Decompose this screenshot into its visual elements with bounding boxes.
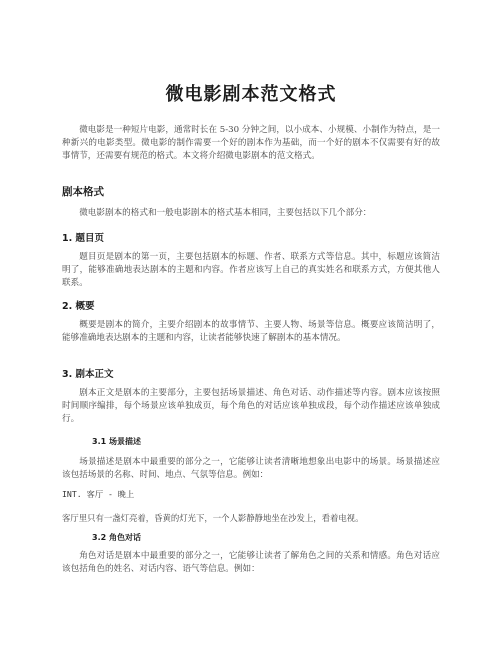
example-scene-slug: INT. 客厅 - 晚上	[62, 489, 135, 499]
section-intro-paragraph: 微电影剧本的格式和一般电影剧本的格式基本相同，主要包括以下几个部分：	[79, 208, 372, 218]
intro-paragraph: 微电影是一种短片电影，通常时长在 5-30 分钟之间，以小成本、小规模、小制作为特点，是一种新兴的电影类型。微电影的制作需要一个好的剧本作为基础，而一个好的剧本不仅需要有好的故事情节，还需要有规范的格式。本文将介绍微电影剧本的范文格式。	[62, 125, 440, 161]
item-heading-title-page: 1. 题目页	[62, 233, 105, 244]
item-heading-synopsis: 2. 概要	[62, 301, 95, 312]
item-body-title-page: 题目页是剧本的第一页，主要包括剧本的标题、作者、联系方式等信息。其中，标题应该简洁明了，能够准确地表达剧本的主题和内容。作者应该写上自己的真实姓名和联系方式，方便其他人联系。	[62, 252, 440, 288]
subitem-body-scene: 场景描述是剧本中最重要的部分之一，它能够让读者清晰地想象出电影中的场景。场景描述应该包括场景的名称、时间、地点、气氛等信息。例如：	[62, 457, 440, 480]
item-heading-script-body: 3. 剧本正文	[62, 369, 114, 380]
subitem-body-dialogue: 角色对话是剧本中最重要的部分之一，它能够让读者了解角色之间的关系和情感。角色对话应该包括角色的姓名、对话内容、语气等信息。例如：	[62, 551, 440, 574]
example-scene-text: 客厅里只有一盏灯亮着，昏黄的灯光下，一个人影静静地坐在沙发上，看着电视。	[62, 513, 364, 523]
subitem-heading-dialogue: 3.2 角色对话	[92, 533, 141, 542]
subitem-heading-scene: 3.1 场景描述	[92, 437, 141, 446]
section-heading: 剧本格式	[62, 186, 104, 198]
item-body-synopsis: 概要是剧本的简介，主要介绍剧本的故事情节、主要人物、场景等信息。概要应该简洁明了，能够准确地表达剧本的主题和内容，让读者能够快速了解剧本的基本情况。	[62, 320, 440, 343]
item-body-script-body: 剧本正文是剧本的主要部分，主要包括场景描述、角色对话、动作描述等内容。剧本应该按照时间顺序编排，每个场景应该单独成页，每个角色的对话应该单独成段，每个动作描述应该单独成行。	[62, 388, 440, 424]
document-title: 微电影剧本范文格式	[165, 84, 337, 105]
